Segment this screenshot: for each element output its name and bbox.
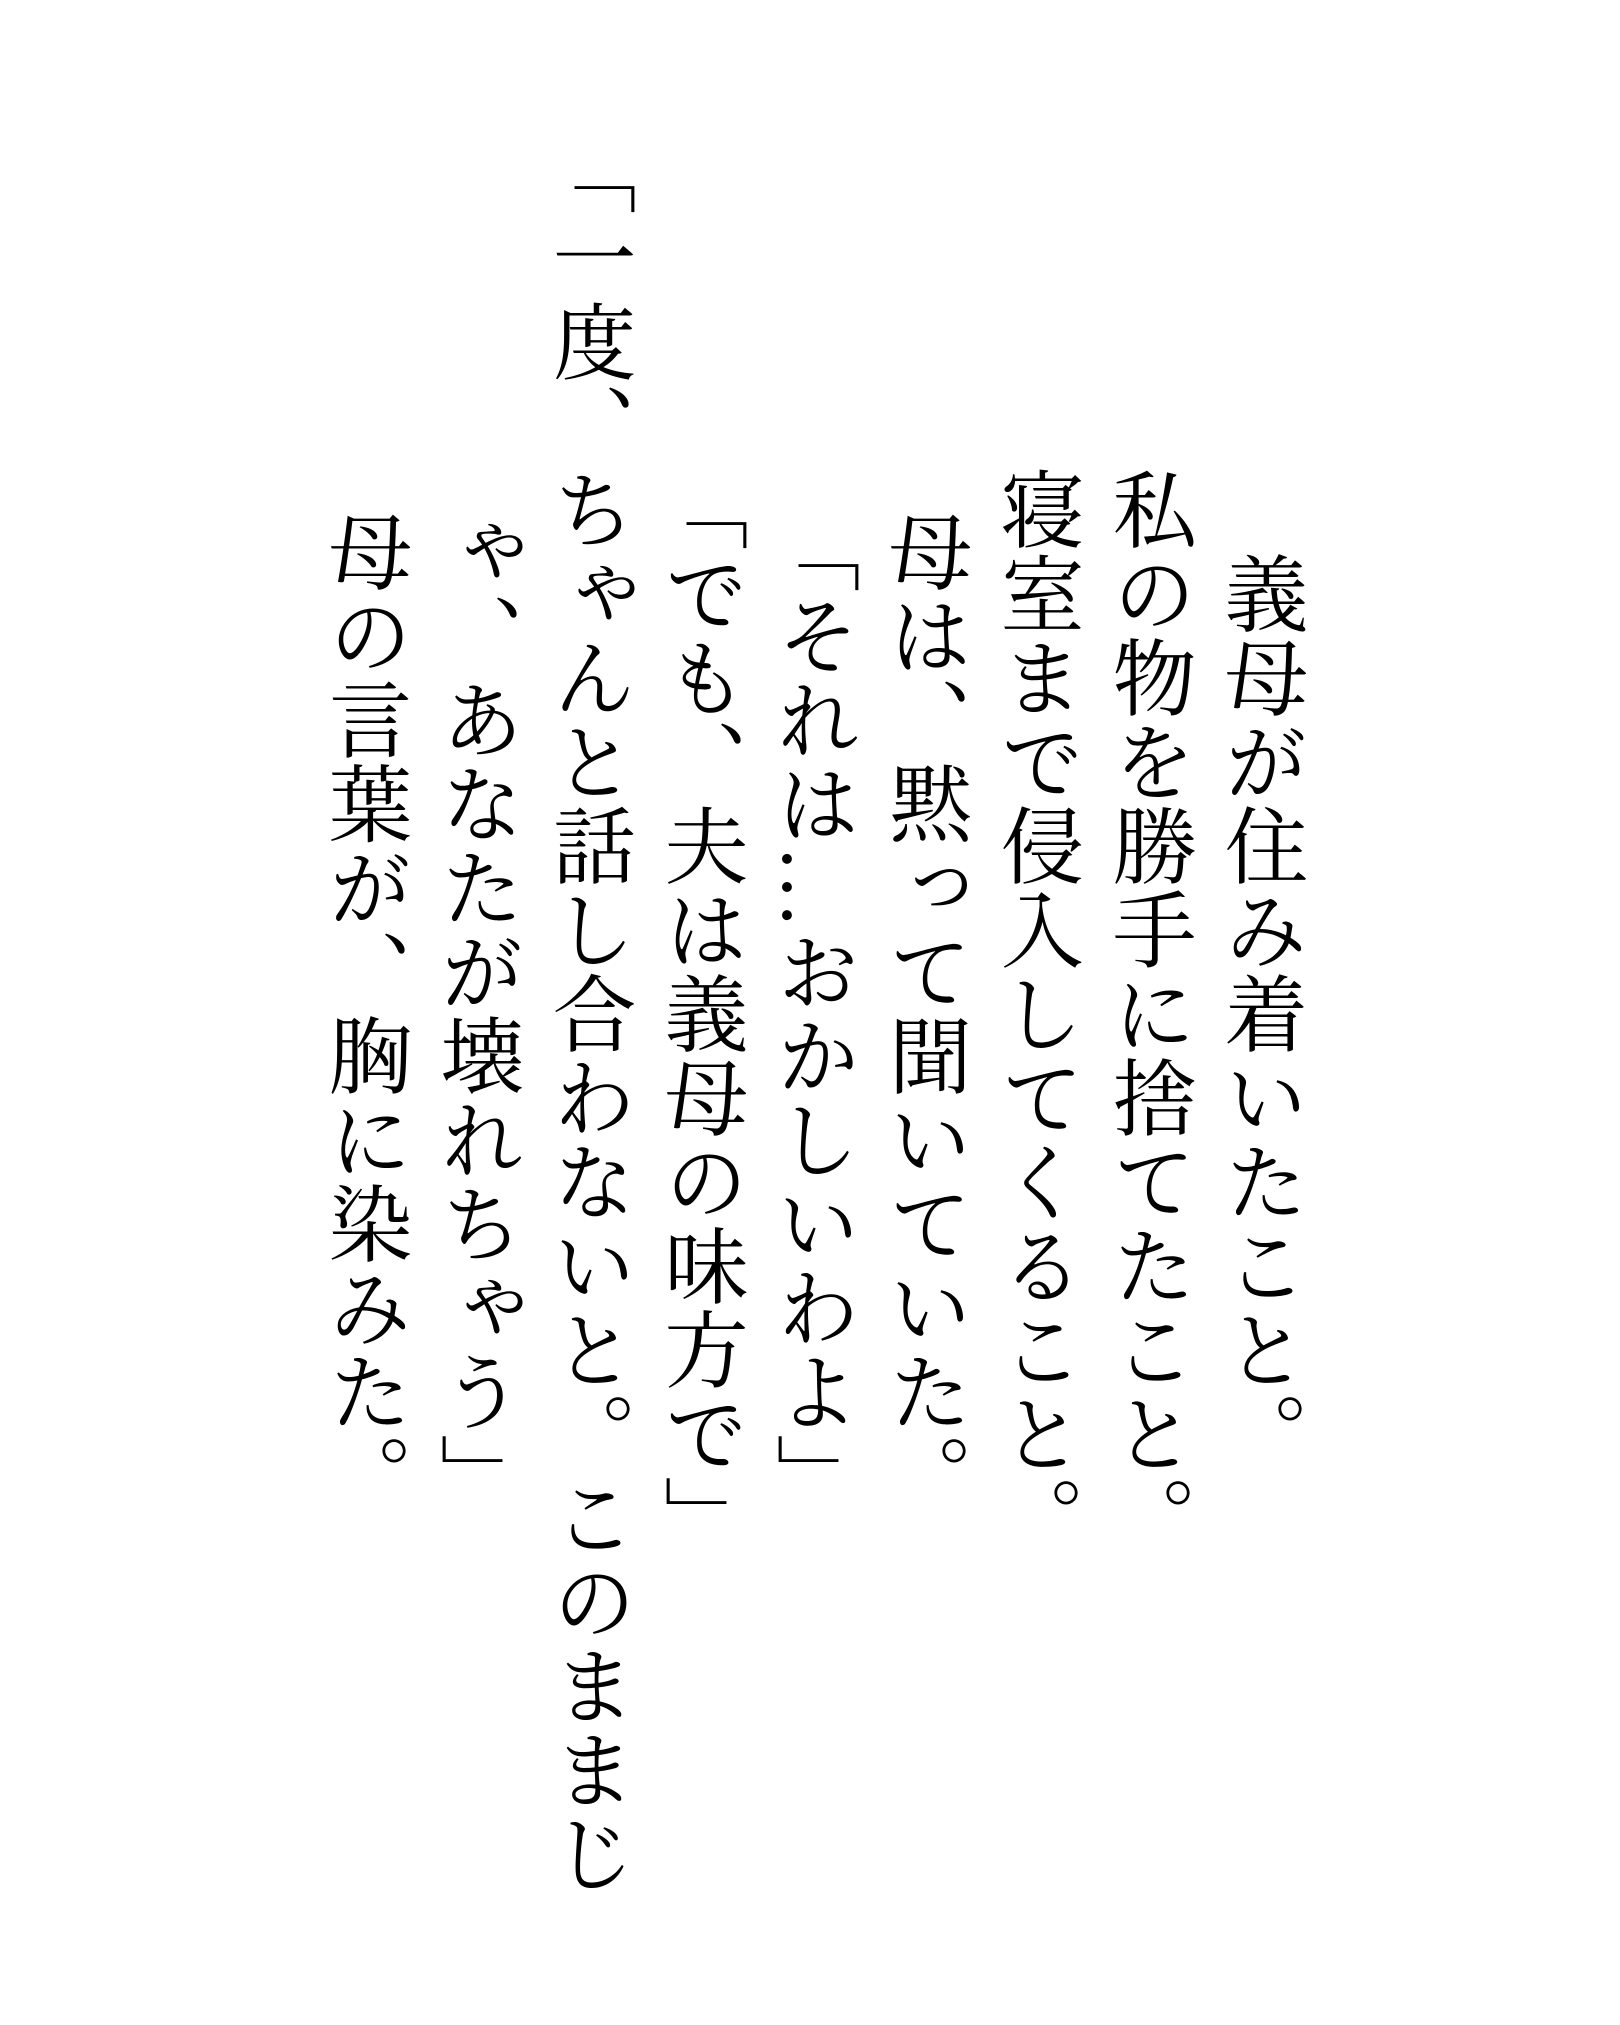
text-line-3: 寝室まで侵入してくること。	[988, 466, 1081, 1559]
text-line-7: 「一度、ちゃんと話し合わないと。このままじゃ、あなたが壊れちゃう」	[428, 130, 633, 1895]
text-line-6: 「でも、夫は義母の味方で」	[652, 466, 745, 1559]
text-line-5: 「それは…おかしいわよ」	[764, 508, 857, 1517]
story-text-block	[306, 125, 1314, 1900]
text-line-8: 母の言葉が、胸に染みた。	[316, 508, 409, 1517]
text-line-1: 義母が住み着いたこと。	[1212, 550, 1305, 1475]
text-line-2: 私の物を勝手に捨てたこと。	[1100, 466, 1193, 1559]
text-line-4: 母は、黙って聞いていた。	[876, 508, 969, 1517]
